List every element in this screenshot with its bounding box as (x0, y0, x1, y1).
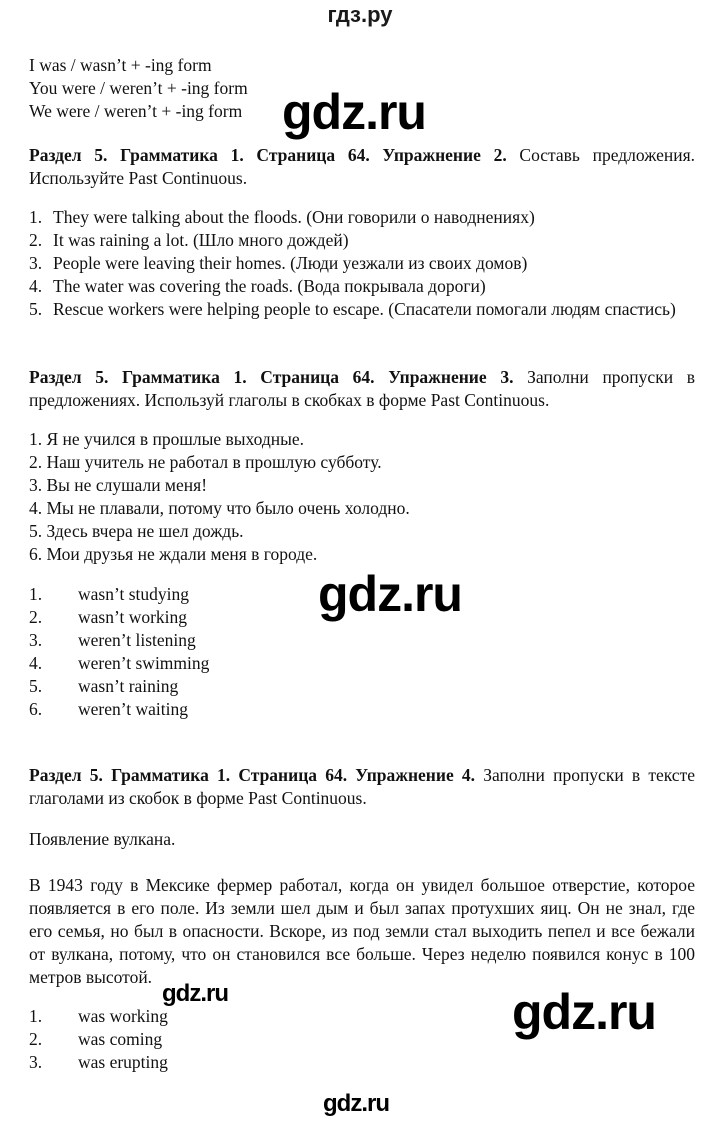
exercise4-heading (29, 764, 695, 810)
translation-line: 5. Здесь вчера не шел дождь. (29, 521, 244, 541)
exercise2-heading-rest: Составь предложения. Используйте Past Continuous. (29, 145, 695, 188)
item-text: wasn’t raining (78, 676, 179, 696)
exercise3-heading-bold: Раздел 5. Грамматика 1. Страница 64. Упражнение 3. (29, 367, 514, 387)
item-number: 6. (29, 699, 43, 719)
watermark: gdz.ru (162, 980, 228, 1007)
watermark: gdz.ru (318, 566, 462, 622)
item-number: 3. (29, 253, 43, 273)
exercise3-answers (29, 583, 695, 721)
translation-line: 2. Наш учитель не работал в прошлую субботу. (29, 452, 382, 472)
list-item (29, 275, 695, 298)
item-number: 4. (29, 653, 43, 673)
exercise4-title: Появление вулкана. (29, 829, 176, 849)
item-number: 1. (29, 207, 43, 227)
list-item (29, 298, 695, 321)
rule-line: I was / wasn’t + -ing form (29, 55, 212, 75)
exercise2-list (29, 206, 695, 321)
exercise4-heading-rest: Заполни пропуски в тексте глаголами из скобок в форме Past Continuous. (29, 765, 695, 808)
item-text: wasn’t working (78, 607, 188, 627)
exercise3-heading (29, 366, 695, 412)
item-text: Rescue workers were helping people to escape. (Спасатели помогали людям спастись) (53, 299, 676, 319)
item-text: was erupting (78, 1052, 168, 1072)
list-item (29, 1028, 695, 1051)
list-item (29, 606, 695, 629)
list-item (29, 698, 695, 721)
list-item (29, 1005, 695, 1028)
item-number: 2. (29, 607, 43, 627)
item-text: weren’t listening (78, 630, 196, 650)
translation-line: 4. Мы не плавали, потому что было очень холодно. (29, 498, 410, 518)
exercise2-heading (29, 144, 695, 190)
exercise2-heading-bold: Раздел 5. Грамматика 1. Страница 64. Упражнение 2. (29, 145, 507, 165)
list-item (29, 652, 695, 675)
item-text: weren’t swimming (78, 653, 210, 673)
list-item (29, 629, 695, 652)
item-text: The water was covering the roads. (Вода покрывала дороги) (53, 276, 486, 296)
item-number: 5. (29, 676, 43, 696)
rule-line: You were / weren’t + -ing form (29, 78, 248, 98)
list-item (29, 229, 695, 252)
list-item (29, 206, 695, 229)
item-number: 3. (29, 1052, 43, 1072)
watermark: gdz.ru (512, 984, 656, 1040)
exercise4-heading-bold: Раздел 5. Грамматика 1. Страница 64. Упражнение 4. (29, 765, 476, 785)
item-number: 2. (29, 230, 43, 250)
exercise4-paragraph: В 1943 году в Мексике фермер работал, когда он увидел большое отверстие, которое появляется в его поле. Из земли шел дым и был запах протухших яиц. Он не знал, где его семья, но был в опасности. Вскоре, из под земли стал выходить пепел и все бежали от вулкана, потому, что он становился все больше. Через неделю появился конус в 100 метров высотой. (29, 875, 695, 987)
list-item (29, 583, 695, 606)
item-text: was coming (78, 1029, 163, 1049)
watermark: gdz.ru (282, 84, 426, 140)
translation-line: 3. Вы не слушали меня! (29, 475, 208, 495)
item-text: It was raining a lot. (Шло много дождей) (53, 230, 349, 250)
list-item (29, 1051, 695, 1074)
list-item (29, 675, 695, 698)
item-text: wasn’t studying (78, 584, 189, 604)
exercise3-heading-rest: Заполни пропуски в предложениях. Используй глаголы в скобках в форме Past Continuous. (29, 367, 695, 410)
site-header: гдз.ру (327, 2, 393, 27)
item-text: People were leaving their homes. (Люди уезжали из своих домов) (53, 253, 528, 273)
item-number: 1. (29, 1006, 43, 1026)
exercise4-answers (29, 1005, 695, 1074)
item-number: 3. (29, 630, 43, 650)
item-text: weren’t waiting (78, 699, 188, 719)
watermark: gdz.ru (323, 1090, 389, 1117)
item-number: 1. (29, 584, 43, 604)
item-number: 5. (29, 299, 43, 319)
item-text: They were talking about the floods. (Они говорили о наводнениях) (53, 207, 535, 227)
item-text: was working (78, 1006, 168, 1026)
item-number: 2. (29, 1029, 43, 1049)
list-item (29, 252, 695, 275)
item-number: 4. (29, 276, 43, 296)
translation-line: 1. Я не учился в прошлые выходные. (29, 429, 305, 449)
translation-line: 6. Мои друзья не ждали меня в городе. (29, 544, 318, 564)
exercise3-translations (29, 428, 695, 566)
rule-line: We were / weren’t + -ing form (29, 101, 243, 121)
